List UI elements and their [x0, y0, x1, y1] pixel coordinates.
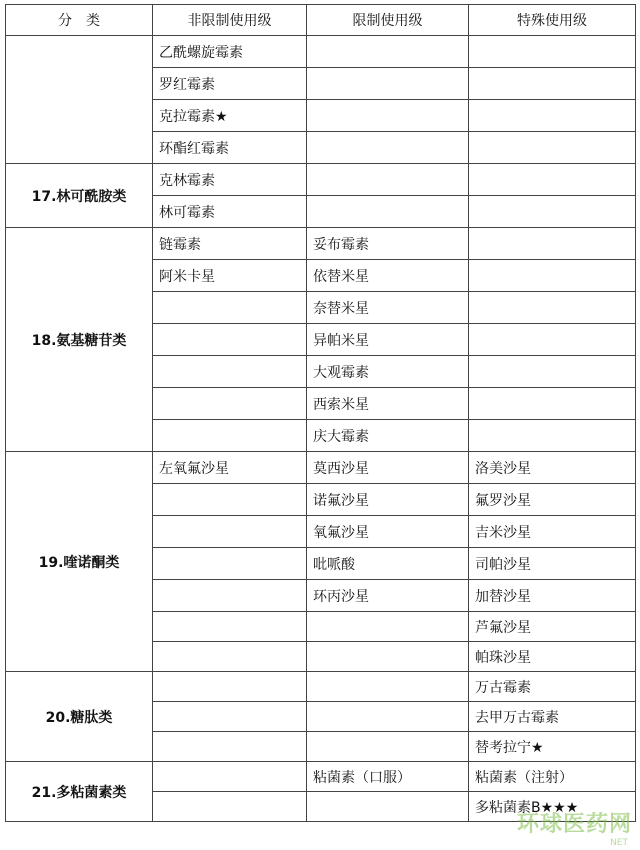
special-cell	[469, 132, 636, 164]
restricted-cell	[307, 132, 469, 164]
restricted-cell: 妥布霉素	[307, 228, 469, 260]
special-cell: 粘菌素（注射）	[469, 762, 636, 792]
unrestricted-cell: 林可霉素	[153, 196, 307, 228]
unrestricted-cell	[153, 580, 307, 612]
special-cell	[469, 324, 636, 356]
restricted-cell: 环丙沙星	[307, 580, 469, 612]
special-cell: 洛美沙星	[469, 452, 636, 484]
unrestricted-cell	[153, 356, 307, 388]
unrestricted-cell	[153, 324, 307, 356]
table-row	[6, 36, 636, 68]
watermark-logo: 环球医药网	[516, 812, 632, 837]
special-cell	[469, 228, 636, 260]
table-row	[6, 762, 636, 792]
category-cell: 18.氨基糖苷类	[6, 228, 153, 452]
restricted-cell: 异帕米星	[307, 324, 469, 356]
unrestricted-cell: 左氧氟沙星	[153, 452, 307, 484]
restricted-cell: 吡哌酸	[307, 548, 469, 580]
unrestricted-cell: 链霉素	[153, 228, 307, 260]
unrestricted-cell: 克林霉素	[153, 164, 307, 196]
header-special: 特殊使用级	[469, 5, 636, 36]
unrestricted-cell	[153, 548, 307, 580]
special-cell: 芦氟沙星	[469, 612, 636, 642]
special-cell	[469, 388, 636, 420]
table-header-row	[6, 5, 636, 36]
restricted-cell: 诺氟沙星	[307, 484, 469, 516]
watermark-sub: NET	[610, 838, 628, 848]
special-cell: 帕珠沙星	[469, 642, 636, 672]
unrestricted-cell	[153, 672, 307, 702]
restricted-cell: 莫西沙星	[307, 452, 469, 484]
header-category: 分 类	[6, 5, 153, 36]
restricted-cell	[307, 702, 469, 732]
restricted-cell	[307, 164, 469, 196]
unrestricted-cell	[153, 792, 307, 822]
unrestricted-cell: 克拉霉素★	[153, 100, 307, 132]
restricted-cell	[307, 792, 469, 822]
special-cell: 加替沙星	[469, 580, 636, 612]
unrestricted-cell: 阿米卡星	[153, 260, 307, 292]
restricted-cell	[307, 100, 469, 132]
unrestricted-cell	[153, 612, 307, 642]
category-cell: 19.喹诺酮类	[6, 452, 153, 672]
restricted-cell	[307, 672, 469, 702]
table-row	[6, 228, 636, 260]
special-cell: 氟罗沙星	[469, 484, 636, 516]
restricted-cell	[307, 196, 469, 228]
restricted-cell	[307, 68, 469, 100]
category-cell	[6, 36, 153, 164]
unrestricted-cell: 罗红霉素	[153, 68, 307, 100]
special-cell: 替考拉宁★	[469, 732, 636, 762]
special-cell	[469, 356, 636, 388]
special-cell	[469, 100, 636, 132]
special-cell: 多粘菌素B★★★	[469, 792, 636, 822]
restricted-cell	[307, 36, 469, 68]
special-cell	[469, 260, 636, 292]
unrestricted-cell	[153, 732, 307, 762]
unrestricted-cell: 环酯红霉素	[153, 132, 307, 164]
table-row	[6, 164, 636, 196]
unrestricted-cell	[153, 642, 307, 672]
restricted-cell: 粘菌素（口服）	[307, 762, 469, 792]
special-cell	[469, 68, 636, 100]
table-body	[6, 36, 636, 822]
category-cell: 21.多粘菌素类	[6, 762, 153, 822]
special-cell	[469, 196, 636, 228]
category-cell: 20.糖肽类	[6, 672, 153, 762]
special-cell: 司帕沙星	[469, 548, 636, 580]
table-row	[6, 672, 636, 702]
unrestricted-cell	[153, 484, 307, 516]
restricted-cell: 大观霉素	[307, 356, 469, 388]
unrestricted-cell	[153, 292, 307, 324]
special-cell: 万古霉素	[469, 672, 636, 702]
unrestricted-cell	[153, 516, 307, 548]
special-cell: 吉米沙星	[469, 516, 636, 548]
unrestricted-cell	[153, 388, 307, 420]
antibiotic-classification-table	[5, 4, 636, 822]
restricted-cell: 奈替米星	[307, 292, 469, 324]
restricted-cell: 西索米星	[307, 388, 469, 420]
unrestricted-cell	[153, 420, 307, 452]
unrestricted-cell	[153, 762, 307, 792]
restricted-cell	[307, 642, 469, 672]
special-cell	[469, 164, 636, 196]
header-restricted: 限制使用级	[307, 5, 469, 36]
restricted-cell	[307, 732, 469, 762]
restricted-cell: 庆大霉素	[307, 420, 469, 452]
special-cell	[469, 292, 636, 324]
special-cell	[469, 420, 636, 452]
table-row	[6, 452, 636, 484]
restricted-cell: 依替米星	[307, 260, 469, 292]
header-unrestricted: 非限制使用级	[153, 5, 307, 36]
restricted-cell	[307, 612, 469, 642]
unrestricted-cell	[153, 702, 307, 732]
restricted-cell: 氧氟沙星	[307, 516, 469, 548]
unrestricted-cell: 乙酰螺旋霉素	[153, 36, 307, 68]
category-cell: 17.林可酰胺类	[6, 164, 153, 228]
special-cell	[469, 36, 636, 68]
special-cell: 去甲万古霉素	[469, 702, 636, 732]
